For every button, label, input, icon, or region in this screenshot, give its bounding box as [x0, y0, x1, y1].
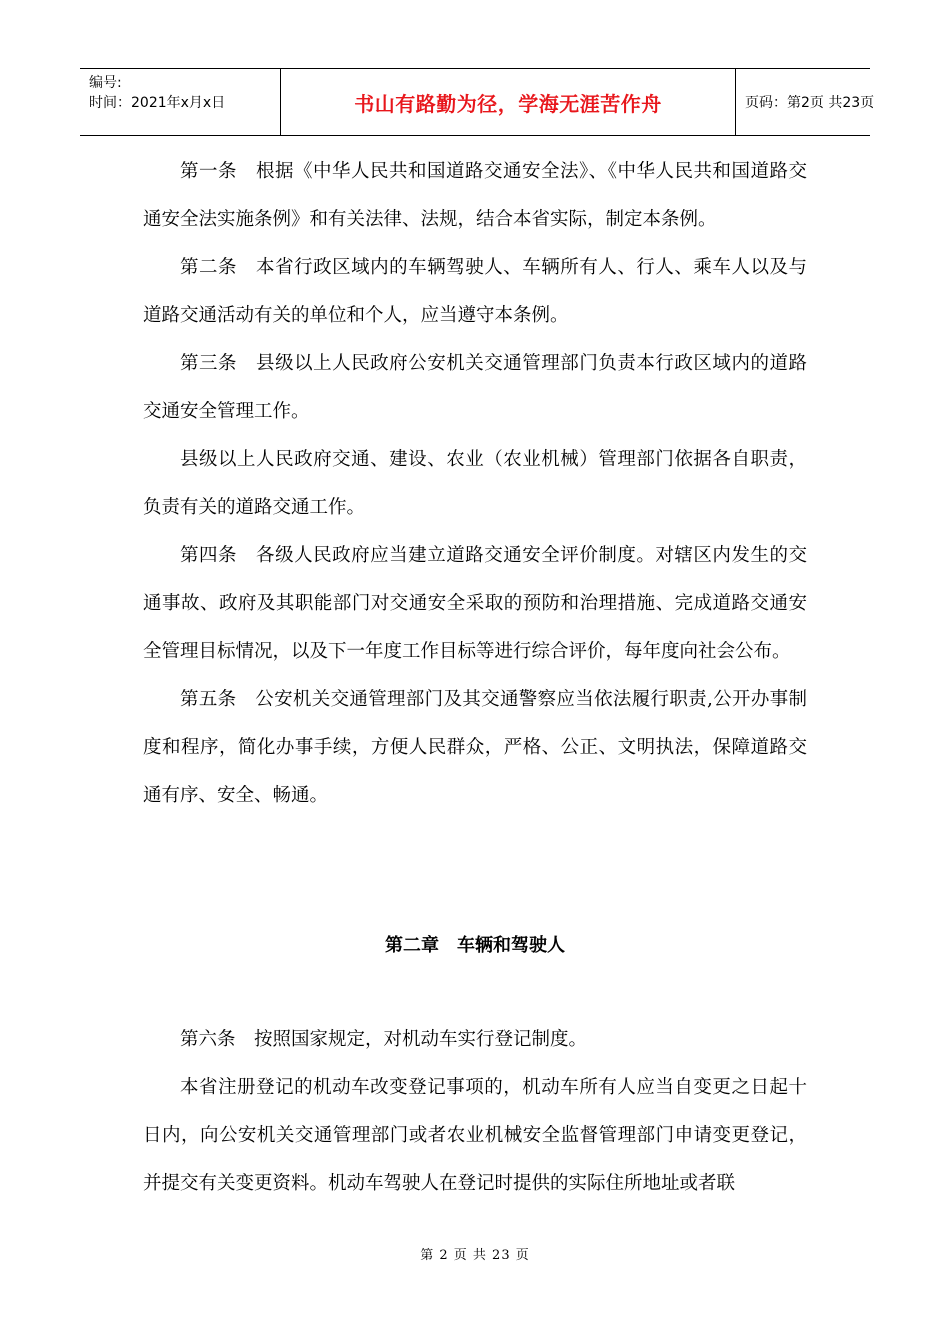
chapter-2-articles	[143, 1016, 807, 1208]
article-3-paragraph-2: 县级以上人民政府交通、建设、农业（农业机械）管理部门依据各自职责，负责有关的道路交通工作。	[143, 449, 807, 518]
header-meta-cell	[80, 69, 281, 135]
page-footer: 第 2 页 共 23 页	[420, 1248, 530, 1263]
article-3: 第三条 县级以上人民政府公安机关交通管理部门负责本行政区域内的道路交通安全管理工作。	[143, 353, 807, 422]
article-4: 第四条 各级人民政府应当建立道路交通安全评价制度。对辖区内发生的交通事故、政府及其职能部门对交通安全采取的预防和治理措施、完成道路交通安全管理目标情况，以及下一年度工作目标等进行综合评价，每年度向社会公布。	[143, 545, 807, 662]
chapter-title: 第二章 车辆和驾驶人	[385, 935, 565, 956]
article-1: 第一条 根据《中华人民共和国道路交通安全法》、《中华人民共和国道路交通安全法实施条例》和有关法律、法规，结合本省实际，制定本条例。	[143, 161, 807, 230]
article-2: 第二条 本省行政区域内的车辆驾驶人、车辆所有人、行人、乘车人以及与道路交通活动有关的单位和个人，应当遵守本条例。	[143, 257, 807, 326]
header-motto: 书山有路勤为径，学海无涯苦作舟	[281, 69, 736, 135]
articles-section	[143, 148, 807, 820]
header-page-info: 页码：第2页 共23页	[745, 95, 875, 111]
document-header	[80, 68, 875, 136]
article-6: 第六条 按照国家规定，对机动车实行登记制度。	[180, 1029, 588, 1050]
article-5: 第五条 公安机关交通管理部门及其交通警察应当依法履行职责,公开办事制度和程序，简化办事手续，方便人民群众，严格、公正、文明执法，保障道路交通有序、安全、畅通。	[143, 689, 807, 806]
article-6-paragraph-2: 本省注册登记的机动车改变登记事项的，机动车所有人应当自变更之日起十日内，向公安机关交通管理部门或者农业机械安全监督管理部门申请变更登记，并提交有关变更资料。机动车驾驶人在登记时提供的实际住所地址或者联	[143, 1077, 807, 1194]
document-time-label: 时间：2021年x月x日	[89, 95, 226, 111]
document-number-label: 编号:	[89, 75, 122, 91]
